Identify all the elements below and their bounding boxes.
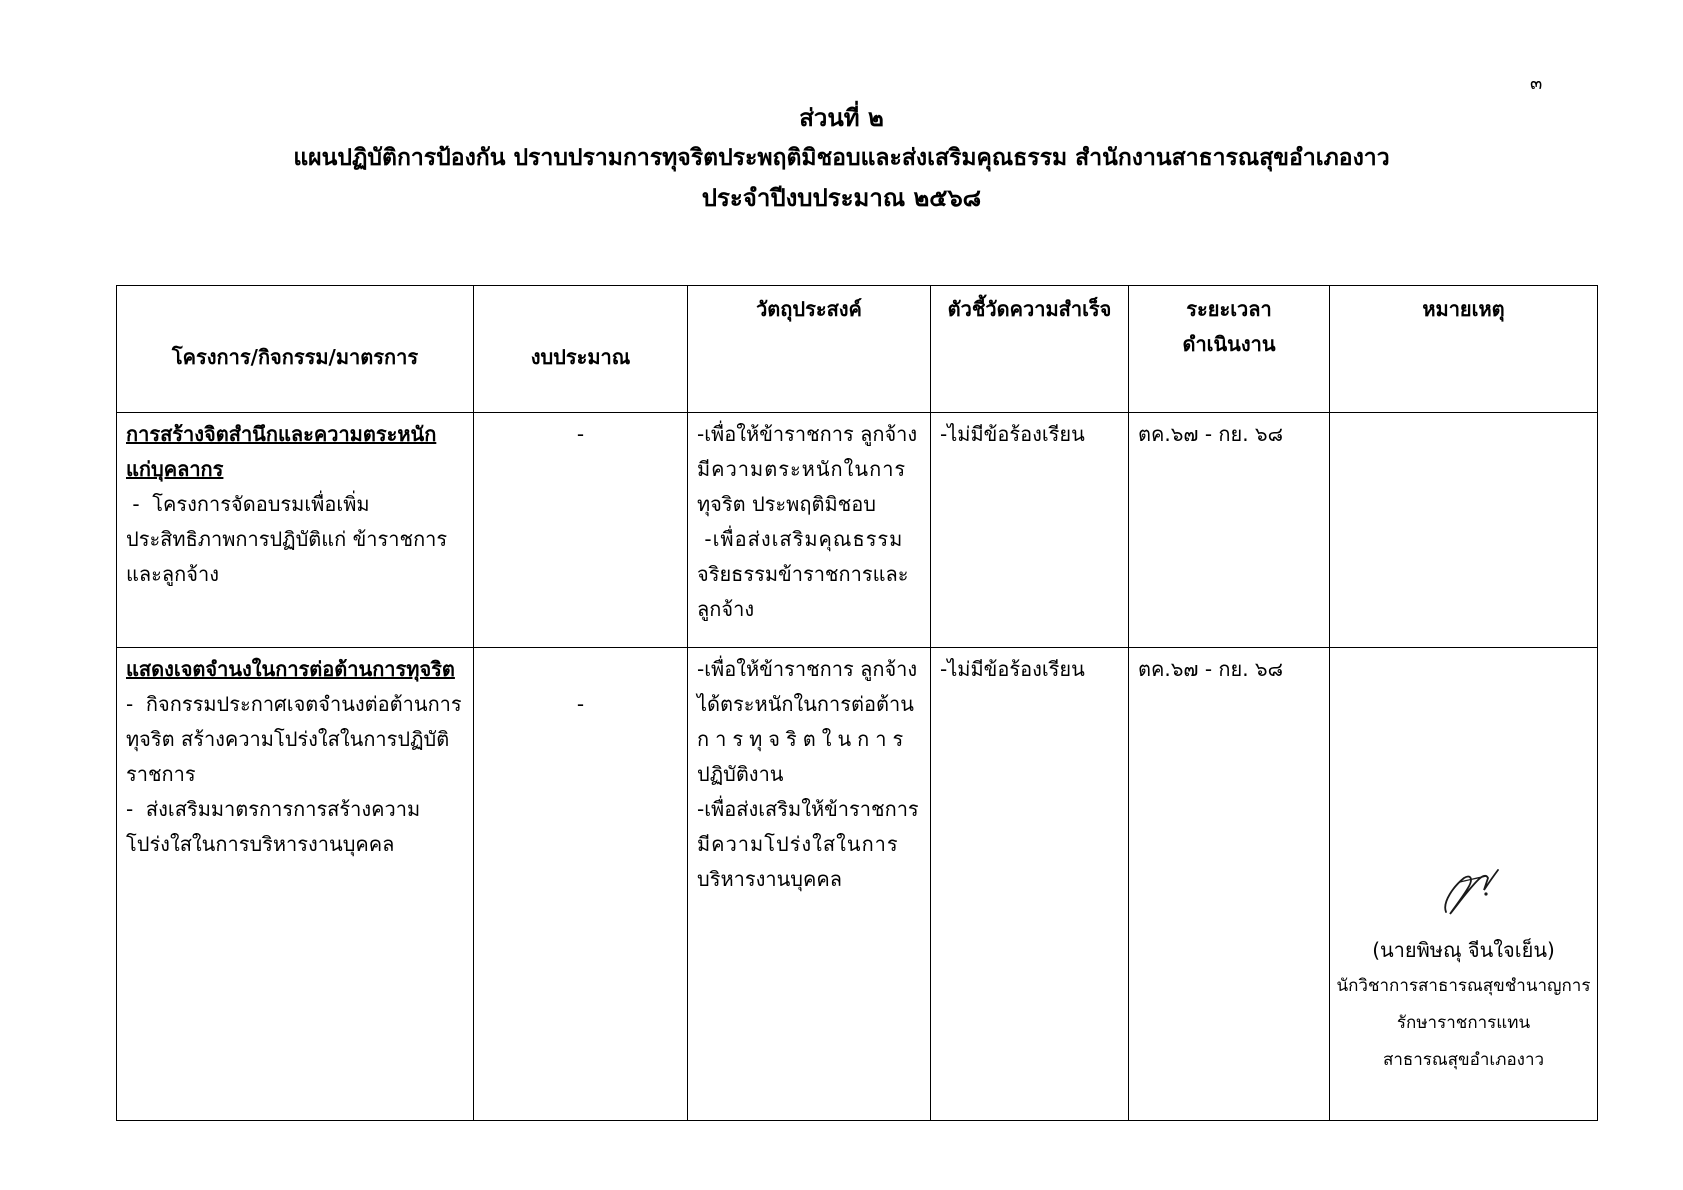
project-text-line: โปร่งใสในการบริหารงานบุคคล [126, 832, 395, 856]
signatory-office: สาธารณสุขอำเภองาว [1382, 1050, 1545, 1070]
fiscal-year-title: ประจำปีงบประมาณ ๒๕๖๘ [701, 184, 982, 212]
signatory-name: (นายพิษณุ จีนใจเย็น) [1372, 938, 1555, 962]
project-title-line: แสดงเจตจำนงในการต่อต้านการทุจริต [126, 657, 455, 681]
section-title: ส่วนที่ ๒ [799, 104, 884, 132]
column-header-budget: งบประมาณ [474, 286, 688, 413]
objective-cell [688, 413, 931, 648]
objective-text-line: -เพื่อส่งเสริมคุณธรรม [697, 527, 904, 551]
period-cell: ตค.๖๗ - กย. ๖๘ [1129, 648, 1330, 1121]
project-cell [117, 648, 474, 1121]
page-number: ๓ [1530, 73, 1543, 94]
budget-cell: - [474, 413, 688, 648]
indicator-cell: -ไม่มีข้อร้องเรียน [931, 648, 1129, 1121]
signatory-acting: รักษาราชการแทน [1396, 1013, 1531, 1033]
project-text-line: และลูกจ้าง [126, 562, 219, 586]
column-header-remarks: หมายเหตุ [1330, 286, 1598, 413]
period-cell: ตค.๖๗ - กย. ๖๘ [1129, 413, 1330, 648]
objective-text-line: -เพื่อให้ข้าราชการ ลูกจ้าง [697, 422, 918, 446]
remarks-cell [1330, 413, 1598, 648]
period-header-line1: ระยะเวลา [1186, 297, 1272, 321]
objective-text-line: -เพื่อส่งเสริมให้ข้าราชการ [697, 797, 919, 821]
project-text-line: - กิจกรรมประกาศเจตจำนงต่อต้านการ [126, 692, 462, 716]
remarks-cell [1330, 648, 1598, 1121]
column-header-indicator: ตัวชี้วัดความสำเร็จ [931, 286, 1129, 413]
signatory-position: นักวิชาการสาธารณสุขชำนาญการ [1336, 976, 1591, 996]
handwritten-signature [1424, 856, 1504, 926]
table-header-row [117, 286, 1598, 413]
objective-text-line: บริหารงานบุคคล [697, 867, 842, 891]
table-row [117, 413, 1598, 648]
action-plan-table [116, 285, 1598, 1121]
column-header-project: โครงการ/กิจกรรม/มาตรการ [117, 286, 474, 413]
column-header-objective: วัตถุประสงค์ [688, 286, 931, 413]
objective-cell [688, 648, 931, 1121]
project-text-line: ราชการ [126, 762, 196, 786]
objective-text-line: -เพื่อให้ข้าราชการ ลูกจ้าง [697, 657, 918, 681]
project-title-line: แก่บุคลากร [126, 457, 224, 481]
budget-value: - [576, 692, 585, 716]
objective-text-line: ทุจริต ประพฤติมิชอบ [697, 492, 876, 516]
objective-text-line: มีความโปร่งใสในการ [697, 832, 899, 856]
project-text-line: ประสิทธิภาพการปฏิบัติแก่ ข้าราชการ [126, 527, 448, 551]
signature-block [1330, 856, 1597, 1079]
budget-cell [474, 648, 688, 1121]
plan-title: แผนปฏิบัติการป้องกัน ปราบปรามการทุจริตประพฤติมิชอบและส่งเสริมคุณธรรม สำนักงานสาธารณสุขอำเภองาว [293, 145, 1390, 171]
project-text-line: - ส่งเสริมมาตรการการสร้างความ [126, 797, 421, 821]
indicator-cell: -ไม่มีข้อร้องเรียน [931, 413, 1129, 648]
project-text-line: ทุจริต สร้างความโปร่งใสในการปฏิบัติ [126, 727, 450, 751]
column-header-period [1129, 286, 1330, 413]
period-header-line2: ดำเนินงาน [1182, 332, 1276, 356]
objective-text-line: ลูกจ้าง [697, 597, 755, 621]
objective-text-line: มีความตระหนักในการ [697, 457, 907, 481]
document-header [0, 98, 1683, 218]
project-title-line: การสร้างจิตสำนึกและความตระหนัก [126, 422, 437, 446]
objective-text-line: จริยธรรมข้าราชการและ [697, 562, 909, 586]
objective-text-line: ปฏิบัติงาน [697, 762, 784, 786]
objective-text-line: ได้ตระหนักในการต่อต้าน [697, 692, 914, 716]
project-text-line: - โครงการจัดอบรมเพื่อเพิ่ม [126, 492, 370, 516]
project-cell [117, 413, 474, 648]
table-row [117, 648, 1598, 1121]
objective-text-line: การทุจริตในการ [697, 727, 910, 751]
